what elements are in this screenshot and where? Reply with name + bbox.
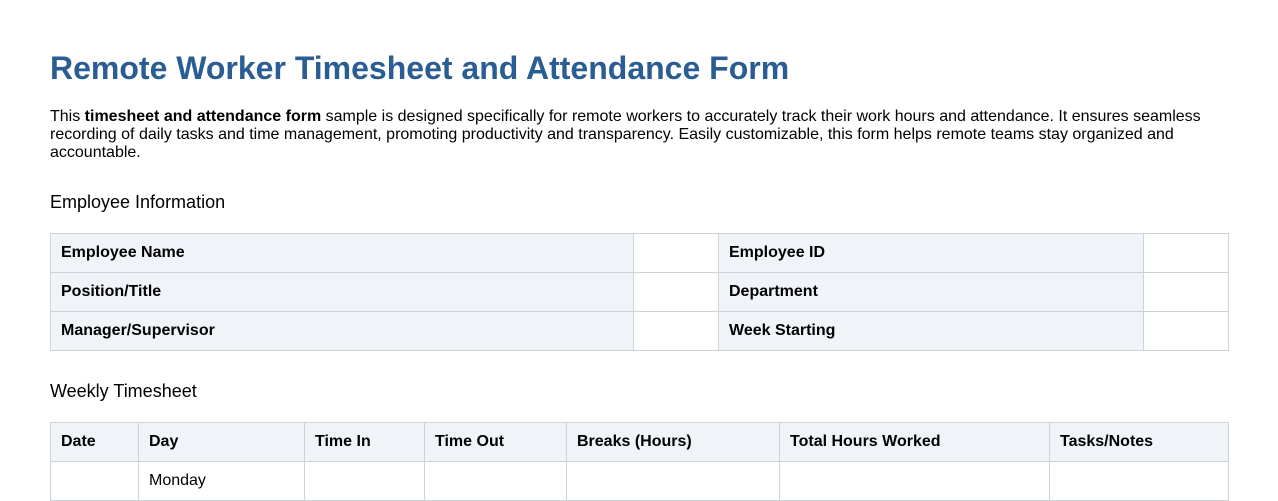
employee-name-label: Employee Name (51, 234, 634, 273)
total-hours-cell[interactable] (780, 462, 1050, 501)
column-header-breaks: Breaks (Hours) (567, 423, 780, 462)
position-title-field[interactable] (634, 273, 719, 312)
intro-suffix: sample is designed specifically for remote workers to accurately track their work hours and attendance. It ensures seamless recording of daily tasks and time management, promoting productivity and transparency. Easily customizable, this form helps remote teams stay organized and accountable. (50, 108, 1201, 161)
column-header-day: Day (139, 423, 305, 462)
week-starting-field[interactable] (1144, 312, 1229, 351)
column-header-time-in: Time In (305, 423, 425, 462)
weekly-timesheet-heading: Weekly Timesheet (50, 381, 197, 401)
table-header-row (51, 423, 1229, 462)
time-out-cell[interactable] (425, 462, 567, 501)
tasks-notes-cell[interactable] (1050, 462, 1229, 501)
table-row (51, 234, 1229, 273)
week-starting-label: Week Starting (719, 312, 1144, 351)
intro-paragraph (50, 108, 1220, 162)
manager-supervisor-field[interactable] (634, 312, 719, 351)
employee-info-table (50, 233, 1229, 351)
column-header-time-out: Time Out (425, 423, 567, 462)
time-in-cell[interactable] (305, 462, 425, 501)
weekly-timesheet-table (50, 422, 1229, 501)
intro-bold-phrase: timesheet and attendance form (84, 108, 322, 125)
position-title-label: Position/Title (51, 273, 634, 312)
page-title: Remote Worker Timesheet and Attendance Form (50, 50, 790, 86)
employee-info-heading: Employee Information (50, 192, 226, 212)
date-cell[interactable] (51, 462, 139, 501)
intro-prefix: This (50, 108, 85, 125)
department-field[interactable] (1144, 273, 1229, 312)
column-header-date: Date (51, 423, 139, 462)
table-row (51, 312, 1229, 351)
day-cell: Monday (139, 462, 305, 501)
breaks-cell[interactable] (567, 462, 780, 501)
table-row (51, 462, 1229, 501)
table-row (51, 273, 1229, 312)
department-label: Department (719, 273, 1144, 312)
employee-name-field[interactable] (634, 234, 719, 273)
column-header-total-hours: Total Hours Worked (780, 423, 1050, 462)
manager-supervisor-label: Manager/Supervisor (51, 312, 634, 351)
column-header-tasks-notes: Tasks/Notes (1050, 423, 1229, 462)
employee-id-field[interactable] (1144, 234, 1229, 273)
employee-id-label: Employee ID (719, 234, 1144, 273)
